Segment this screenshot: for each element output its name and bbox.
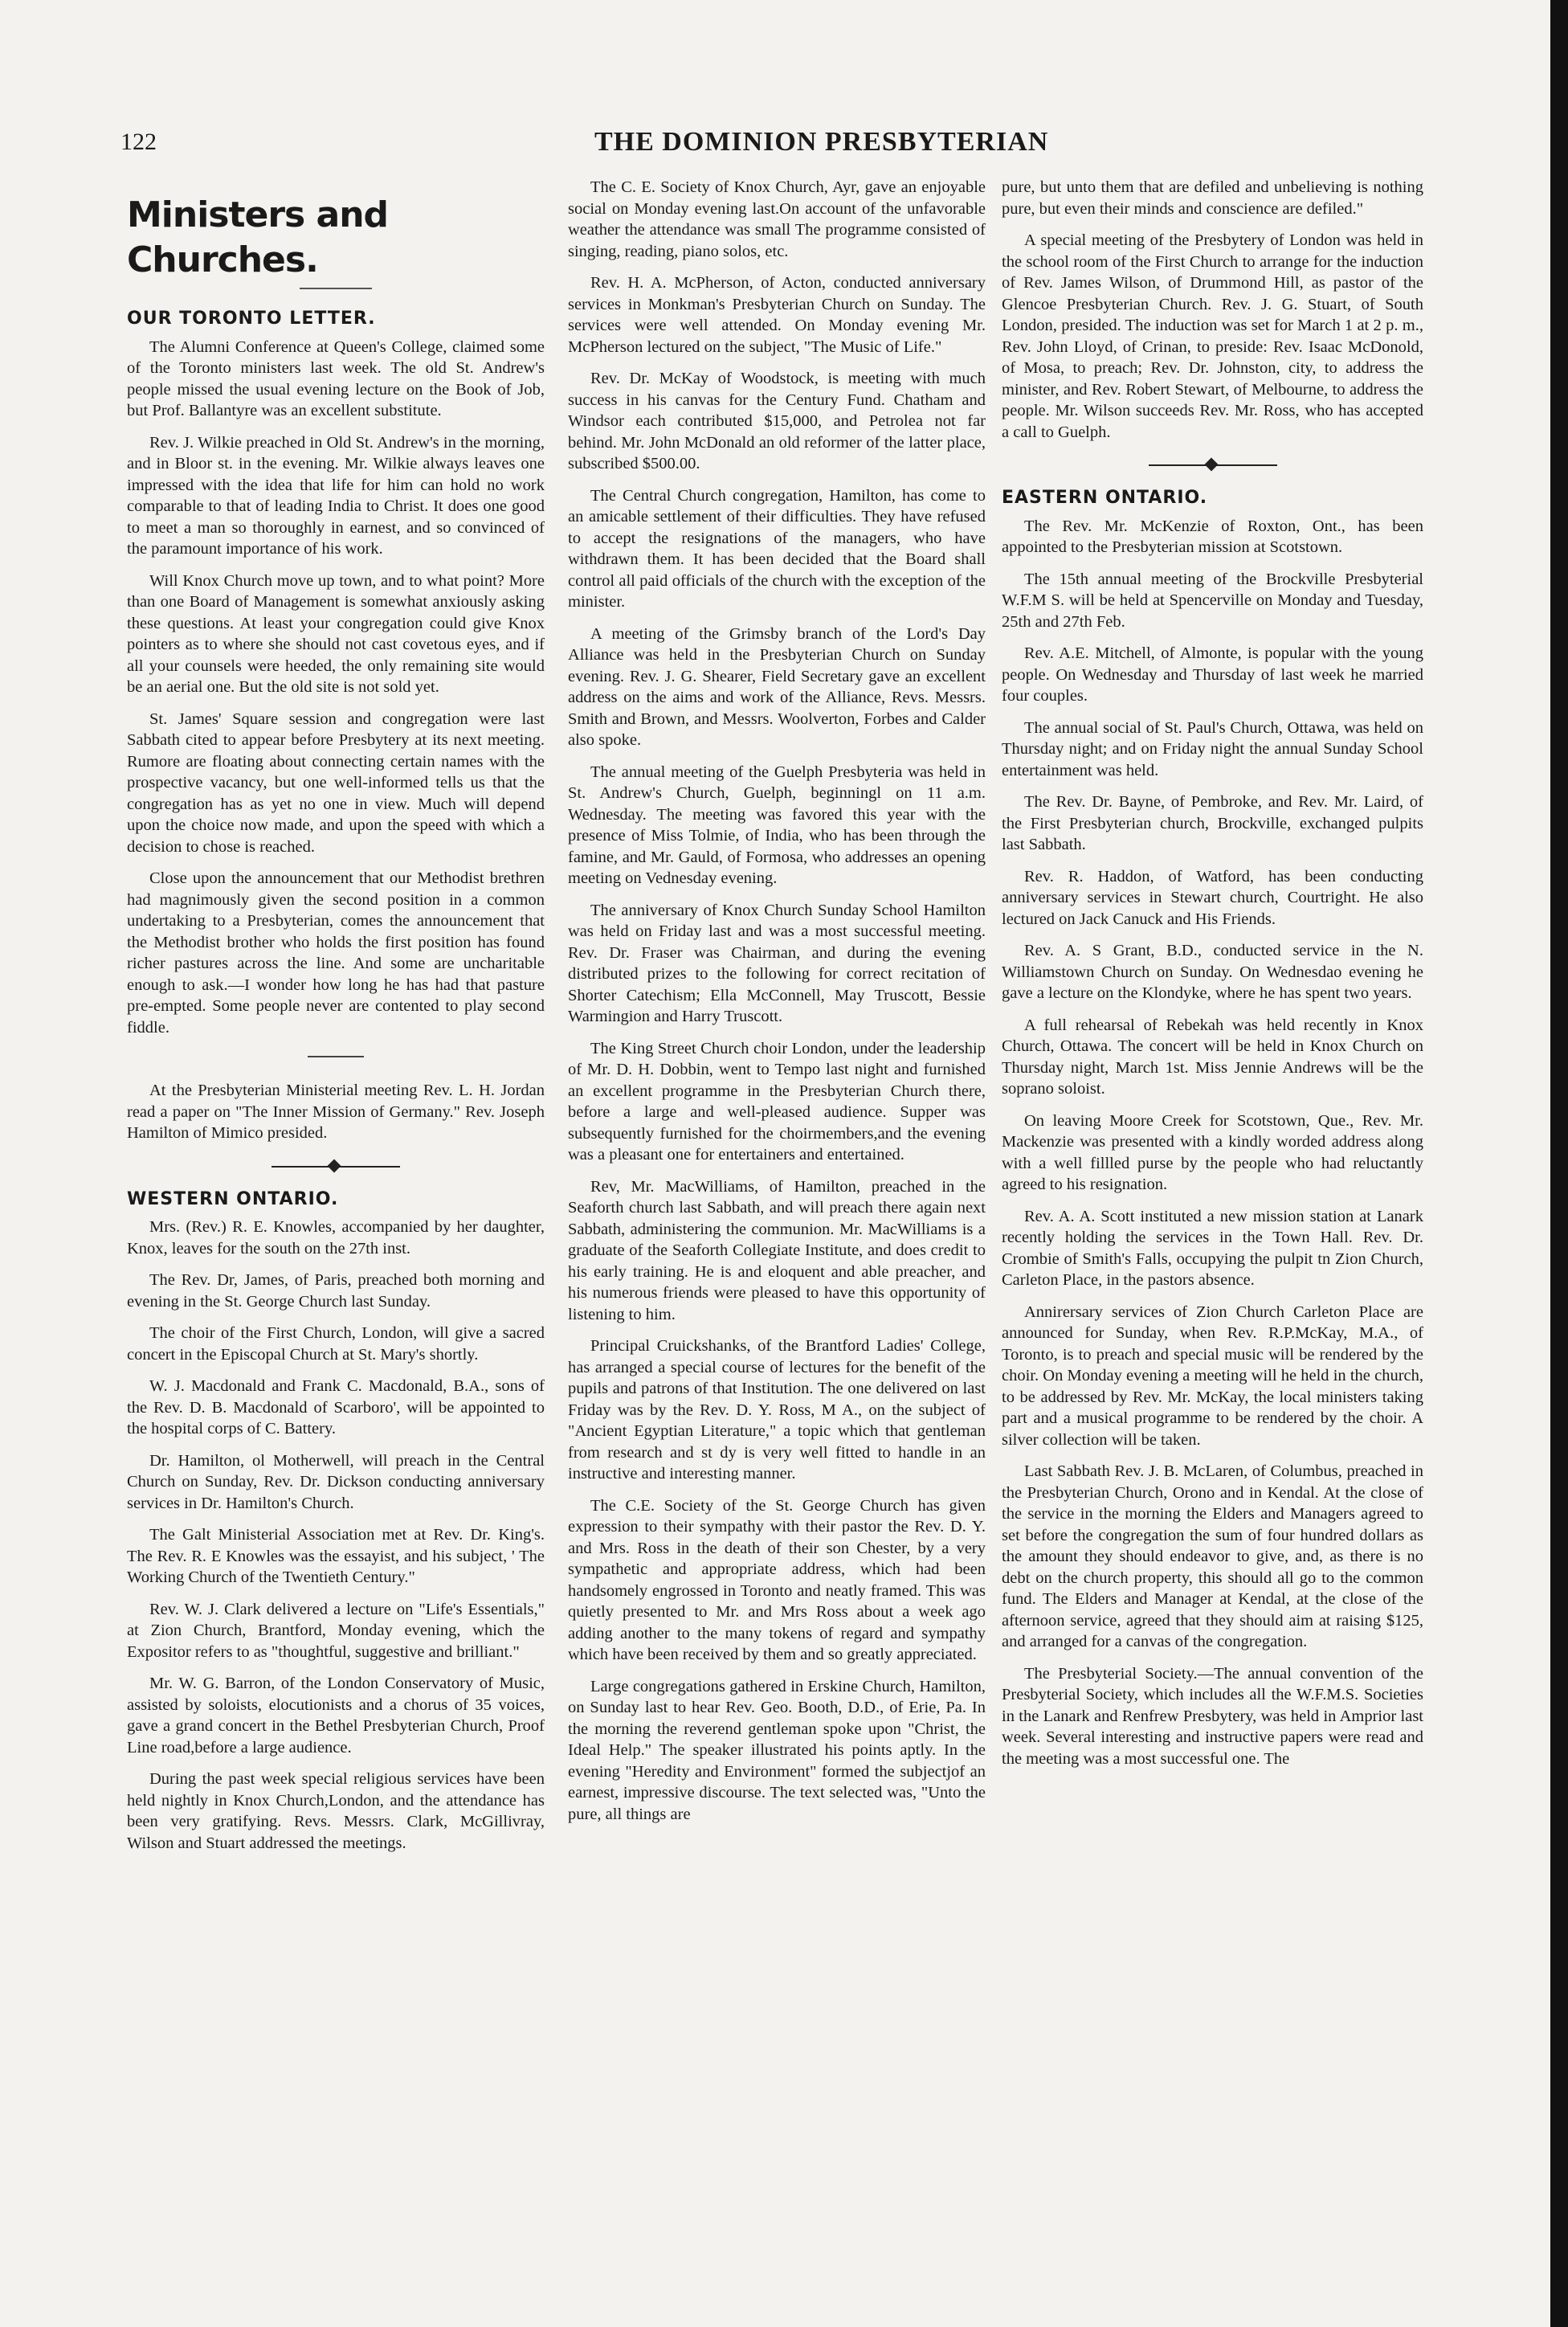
paragraph: The Galt Ministerial Association met at Rev. Dr. King's. The Rev. R. E Knowles was the essayist, and his subject, ' The Working Church of the Twentieth Century." — [127, 1526, 545, 1586]
paragraph-continued: pure, but unto them that are defiled and unbelieving is nothing pure, but even their minds and conscience are defiled." — [1002, 178, 1423, 218]
paragraph: The Alumni Conference at Queen's College, claimed some of the Toronto ministers last week. The old St. Andrew's people missed the usual evening lecture on the Book of Job, but Prof. Ballantyre was an excellent substitute. — [127, 337, 545, 419]
paragraph: At the Presbyterian Ministerial meeting Rev. L. H. Jordan read a paper on "The Inner Mission of Germany." Rev. Joseph Hamilton of Mimico presided. — [127, 1082, 545, 1142]
paragraph: The annual meeting of the Guelph Presbyteria was held in St. Andrew's Church, Guelph, beginningl on 11 a.m. Wednesday. The meeting was favored this year with the presence of Miss Tolmie, of India, who has been through the famine, and Mr. Gauld, of Formosa, who addresses an opening meeting on Vednesday evening. — [568, 763, 986, 887]
paragraph: St. James' Square session and congregation were last Sabbath cited to appear before Presbytery at its next meeting. Rumore are floating about connecting certain names with the prospective vacancy, but one well-informed tells us that the congregation has as yet no one in view. Much will depend upon the choice now made, and upon the speed with which a decision to chose is reached. — [127, 710, 545, 856]
paragraph: The C. E. Society of Knox Church, Ayr, gave an enjoyable social on Monday evening last.On account of the unfavorable weather the attendance was small The programme consisted of singing, reading, piano solos, etc. — [568, 178, 986, 260]
paragraph: A meeting of the Grimsby branch of the Lord's Day Alliance was held in the Presbyterian Church on Sunday evening. Rev. J. G. Shearer, Field Secretary gave an excellent address on the aims and work of the Alliance, Revs. Messrs. Smith and Brown, and Messrs. Woolverton, Forbes and Calder also spoke. — [568, 624, 986, 749]
paragraph: Close upon the announcement that our Methodist brethren had magnimously given the second position in a common undertaking to a Presbyterian, comes the announcement that the Methodist brother who holds the first position has found richer pastures across the line. And some are uncharitable enough to ask.—I wonder how long he has had that pasture pre-empted. Some people never are contented to play second fiddle. — [127, 869, 545, 1037]
paragraph: The Rev. Dr, James, of Paris, preached both morning and evening in the St. George Church last Sunday. — [127, 1271, 545, 1311]
column-3 — [1002, 177, 1423, 1780]
paragraph: Annirersary services of Zion Church Carleton Place are announced for Sunday, when Rev. R.P.McKay, M.A., of Toronto, is to preach and special music will be rendered by the choir. On Monday evening a meeting will he held in the church, to be addressed by Rev. Mr. McKay, the local ministers taking part and a musical programme to be rendered by the choir. A silver collection will be taken. — [1002, 1303, 1423, 1449]
page-number: 122 — [120, 129, 157, 155]
paragraph: Rev. A.E. Mitchell, of Almonte, is popular with the young people. On Wednesday and Thursday of last week he married four couples. — [1002, 644, 1423, 705]
paragraph: Rev. A. A. Scott instituted a new mission station at Lanark recently holding the services in the Town Hall. Rev. Dr. Crombie of Smith's Falls, occupying the pulpit tn Zion Church, Carleton Place, in the pastors absence. — [1002, 1207, 1423, 1289]
section-heading-western: WESTERN ONTARIO. — [127, 1188, 339, 1209]
section-heading-toronto: OUR TORONTO LETTER. — [127, 309, 376, 329]
running-head: THE DOMINION PRESBYTERIAN — [594, 127, 1049, 157]
ornamental-divider — [1149, 459, 1277, 472]
paragraph: Will Knox Church move up town, and to what point? More than one Board of Management is somewhat anxiously asking these questions. At least your congregation could give Knox pointers as to where she should not cast covetous eyes, and if all your counsels were heeded, the only remaining site would be an aerial one. But the old site is not sold yet. — [127, 571, 545, 696]
paragraph: W. J. Macdonald and Frank C. Macdonald, B.A., sons of the Rev. D. B. Macdonald of Scarboro', will be appointed to the hospital corps of C. Battery. — [127, 1377, 545, 1438]
column-2 — [568, 177, 986, 1835]
paragraph: The King Street Church choir London, under the leadership of Mr. D. H. Dobbin, went to Tempo last night and furnished an excellent programme in the Presbyterian Church there, before a large and well-pleased audience. Supper was subsequently furnished for the choirmembers,and the evening was a pleasant one for entertainers and entertained. — [568, 1039, 986, 1164]
paragraph: Rev. W. J. Clark delivered a lecture on "Life's Essentials," at Zion Church, Brantford, Monday evening, which the Expositor refers to as "thoughtful, suggestive and brilliant." — [127, 1600, 545, 1661]
paragraph: Mrs. (Rev.) R. E. Knowles, accompanied by her daughter, Knox, leaves for the south on the 27th inst. — [127, 1218, 545, 1258]
paragraph: The 15th annual meeting of the Brockville Presbyterial W.F.M S. will be held at Spencerville on Monday and Tuesday, 25th and 27th Feb. — [1002, 570, 1423, 631]
section-heading-eastern: EASTERN ONTARIO. — [1002, 488, 1208, 508]
paragraph: Last Sabbath Rev. J. B. McLaren, of Columbus, preached in the Presbyterian Church, Orono and in Kendal. At the close of the service in the morning the Elders and Managers agreed to set before the congregation the sum of four hundred dollars as the amount they should endeavor to give, and, as there is no debt on the church property, this should all go to the common fund. The Elders and Manager at Kendal, at the close of the afternoon service, agreed that they should aim at raising $125, and arranged for a canvas of the congregation. — [1002, 1462, 1423, 1650]
paragraph: Dr. Hamilton, ol Motherwell, will preach in the Central Church on Sunday, Rev. Dr. Dickson conducting anniversary services in Dr. Hamilton's Church. — [127, 1451, 545, 1512]
paragraph: The Central Church congregation, Hamilton, has come to an amicable settlement of their difficulties. They have refused to accept the resignations of the managers, who have withdrawn them. It has been decided that the Board shall control all paid officials of the church with the exception of the minister. — [568, 486, 986, 611]
paragraph: A full rehearsal of Rebekah was held recently in Knox Church, Ottawa. The concert will be held in Knox Church on Thursday night, March 1st. Miss Jennie Andrews will be the soprano soloist. — [1002, 1016, 1423, 1098]
paragraph: The choir of the First Church, London, will give a sacred concert in the Episcopal Church at St. Mary's shortly. — [127, 1324, 545, 1364]
paragraph: The C.E. Society of the St. George Church has given expression to their sympathy with their pastor the Rev. D. Y. and Mrs. Ross in the death of their son Chester, by a very sympathetic and appropriate address, which had been handsomely engrossed in Toronto and neatly framed. This was quietly presented to Mr. and Mrs Ross about a week ago adding another to the many tokens of regard and sympathy which have been received by them and so greatly appreciated. — [568, 1496, 986, 1663]
title-rule — [300, 288, 372, 289]
section-rule — [308, 1056, 364, 1057]
paragraph: Principal Cruickshanks, of the Brantford Ladies' College, has arranged a special course of lectures for the benefit of the pupils and patrons of that Institution. The one delivered on last Friday was by the Rev. D. Y. Ross, M A., on the subject of "Ancient Egyptian Literature," a topic which that gentleman from research and st dy is very well fitted to handle in an instructive and interesting manner. — [568, 1337, 986, 1482]
paragraph: The annual social of St. Paul's Church, Ottawa, was held on Thursday night; and on Friday night the annual Sunday School entertainment was held. — [1002, 718, 1423, 779]
column-1 — [127, 177, 545, 1864]
ornamental-divider — [272, 1160, 400, 1173]
paragraph: Large congregations gathered in Erskine Church, Hamilton, on Sunday last to hear Rev. Geo. Booth, D.D., of Erie, Pa. In the morning the reverend gentleman spoke upon "Christ, the Ideal Help." The speaker illustrated his points aptly. In the evening "Heredity and Environment" formed the subjectjof an earnest, impressive discourse. The text selected was, "Unto the pure, all things are — [568, 1677, 986, 1823]
paragraph: Rev. J. Wilkie preached in Old St. Andrew's in the morning, and in Bloor st. in the evening. Mr. Wilkie always leaves one impressed with the idea that life for him can hold no work comparable to that of leading India to Christ. It does one good to meet a man so thoroughly in earnest, and so convinced of the paramount importance of his work. — [127, 433, 545, 558]
paragraph: Rev. Dr. McKay of Woodstock, is meeting with much success in his canvas for the Century Fund. Chatham and Windsor each contributed $15,000, and Petrolea not far behind. Mr. John McDonald an old reformer of the latter place, subscribed $500.00. — [568, 370, 986, 472]
paragraph: The anniversary of Knox Church Sunday School Hamilton was held on Friday last and was a most successful meeting. Rev. Dr. Fraser was Chairman, and during the evening distributed prizes to the following for correct recitation of Shorter Catechism; Ella McConnell, May Truscott, Bessie Warmingion and Harry Truscott. — [568, 901, 986, 1025]
page-title: Ministers and Churches. — [127, 194, 389, 280]
paragraph: Rev. A. S Grant, B.D., conducted service in the N. Williamstown Church on Sunday. On Wednesdao evening he gave a lecture on the Klondyke, where he has spent two years. — [1002, 942, 1423, 1002]
paragraph: The Rev. Mr. McKenzie of Roxton, Ont., has been appointed to the Presbyterian mission at Scotstown. — [1002, 517, 1423, 556]
paragraph: The Rev. Dr. Bayne, of Pembroke, and Rev. Mr. Laird, of the First Presbyterian church, Brockville, exchanged pulpits last Sabbath. — [1002, 793, 1423, 853]
paragraph: Rev. H. A. McPherson, of Acton, conducted anniversary services in Monkman's Presbyterian Church on Sunday. The services were well attended. On Monday evening Mr. McPherson lectured on the subject, "The Music of Life." — [568, 274, 986, 356]
paragraph: Rev. R. Haddon, of Watford, has been conducting anniversary services in Stewart church, Courtright. He also lectured on Jack Canuck and His Friends. — [1002, 867, 1423, 928]
paragraph: The Presbyterial Society.—The annual convention of the Presbyterial Society, which includes all the W.F.M.S. Societies in the Lanark and Renfrew Presbytery, was held in Amprior last week. Several interesting and instructive papers were read and the meeting was a most successful one. The — [1002, 1664, 1423, 1768]
paragraph: On leaving Moore Creek for Scotstown, Que., Rev. Mr. Mackenzie was presented with a kindly worded address along with a well fillled purse by the people who had reluctantly agreed to his resignation. — [1002, 1111, 1423, 1193]
paragraph: Rev, Mr. MacWilliams, of Hamilton, preached in the Seaforth church last Sabbath, and will preach there again next Sabbath, administering the communion. Mr. MacWilliams is a graduate of the Seaforth Collegiate Institute, and does credit to his early training. He is and eloquent and able preacher, and his numerous friends were pleased to have this opportunity of listening to him. — [568, 1177, 986, 1323]
binding-edge — [1550, 0, 1568, 2327]
paragraph: Mr. W. G. Barron, of the London Conservatory of Music, assisted by soloists, elocutionists and a chorus of 35 voices, gave a grand concert in the Bethel Presbyterian Church, Proof Line road,before a large audience. — [127, 1675, 545, 1756]
paragraph: A special meeting of the Presbytery of London was held in the school room of the First Church to arrange for the induction of Rev. James Wilson, of Drummond Hill, as pastor of the Glencoe Presbyterian Church. Rev. J. G. Stuart, of South London, presided. The induction was set for March 1 at 2 p. m., Rev. John Lloyd, of Crinan, to preside: Rev. Isaac McDonold, of Mosa, to preach; Rev. Dr. Johnston, city, to address the minister, and Rev. Robert Stewart, of Melbourne, to address the people. Mr. Wilson succeeds Rev. Mr. Ross, who has accepted a call to Guelph. — [1002, 231, 1423, 441]
paragraph: During the past week special religious services have been held nightly in Knox Church,London, and the attendance has been very gratifying. Revs. Messrs. Clark, McGillivray, Wilson and Stuart addressed the meetings. — [127, 1770, 545, 1852]
